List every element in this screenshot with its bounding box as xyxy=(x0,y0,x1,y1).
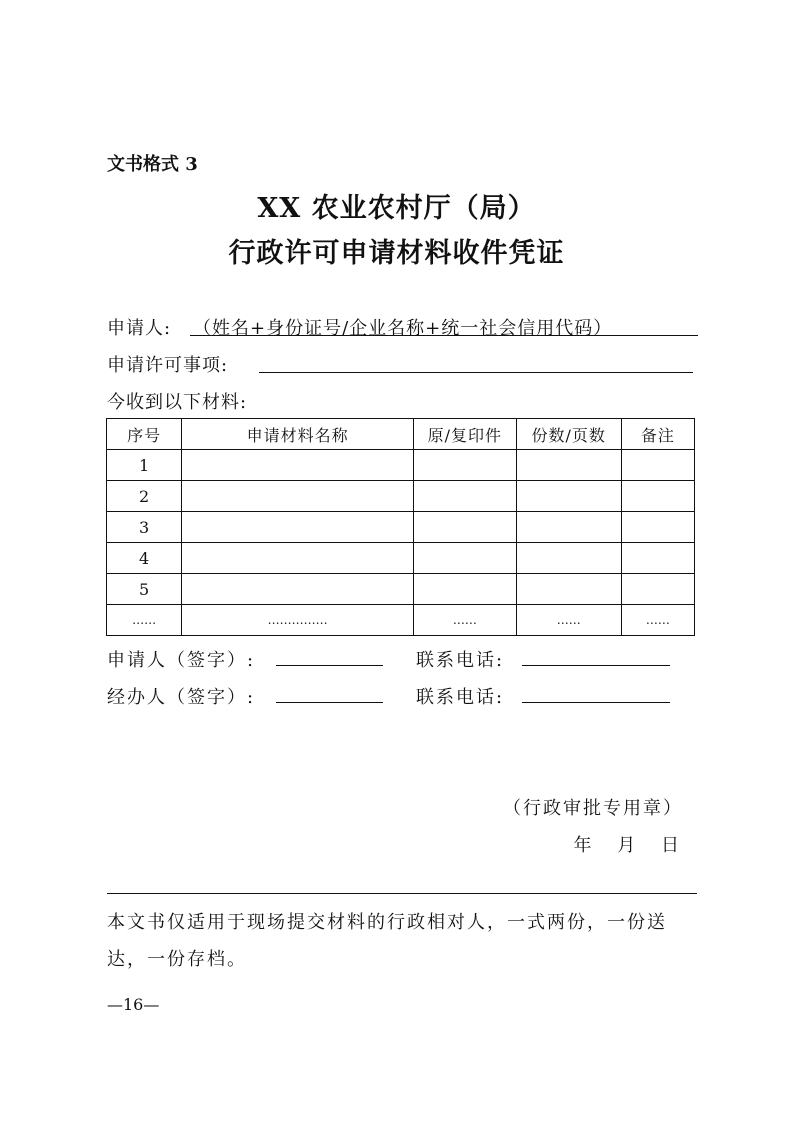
cell-ellipsis: …… xyxy=(516,605,621,636)
cell-remarks[interactable] xyxy=(621,481,694,512)
table-row xyxy=(107,512,695,543)
applicant-sign-label: 申请人（签字）: xyxy=(107,650,256,671)
date-text: 年 月 日 xyxy=(573,835,679,856)
header-remarks: 备注 xyxy=(621,419,694,450)
permit-item-field[interactable] xyxy=(259,372,693,373)
cell-original-copy[interactable] xyxy=(413,450,516,481)
cell-material-name[interactable] xyxy=(182,450,414,481)
page-number: —16— xyxy=(107,995,160,1014)
format-label: 文书格式 3 xyxy=(107,154,198,175)
cell-ellipsis: …………… xyxy=(182,605,414,636)
phone-field-1[interactable] xyxy=(522,665,670,666)
applicant-label: 申请人: xyxy=(107,318,172,339)
cell-ellipsis: …… xyxy=(413,605,516,636)
header-material-name: 申请材料名称 xyxy=(182,419,414,450)
cell-remarks[interactable] xyxy=(621,450,694,481)
document-title-line1: XX 农业农村厅（局） xyxy=(257,193,536,224)
footer-divider xyxy=(107,893,697,894)
cell-count-pages[interactable] xyxy=(516,574,621,605)
permit-item-label: 申请许可事项: xyxy=(107,355,229,376)
cell-original-copy[interactable] xyxy=(413,543,516,574)
cell-remarks[interactable] xyxy=(621,574,694,605)
cell-count-pages[interactable] xyxy=(516,543,621,574)
cell-seq: 1 xyxy=(107,450,182,481)
cell-remarks[interactable] xyxy=(621,512,694,543)
cell-original-copy[interactable] xyxy=(413,574,516,605)
phone-label-1: 联系电话: xyxy=(416,650,505,671)
header-original-copy: 原/复印件 xyxy=(413,419,516,450)
applicant-sign-field[interactable] xyxy=(276,665,383,666)
table-row xyxy=(107,543,695,574)
cell-material-name[interactable] xyxy=(182,543,414,574)
received-label: 今收到以下材料: xyxy=(107,392,248,413)
table-row-ellipsis xyxy=(107,605,695,636)
table-row xyxy=(107,574,695,605)
cell-material-name[interactable] xyxy=(182,574,414,605)
phone-field-2[interactable] xyxy=(522,702,670,703)
cell-seq: 3 xyxy=(107,512,182,543)
cell-count-pages[interactable] xyxy=(516,450,621,481)
applicant-value: （姓名+身份证号/企业名称+统一社会信用代码） xyxy=(193,318,613,339)
header-seq: 序号 xyxy=(107,419,182,450)
cell-material-name[interactable] xyxy=(182,512,414,543)
cell-count-pages[interactable] xyxy=(516,481,621,512)
cell-seq: 5 xyxy=(107,574,182,605)
cell-original-copy[interactable] xyxy=(413,512,516,543)
cell-seq: 2 xyxy=(107,481,182,512)
table-row xyxy=(107,450,695,481)
document-title-line2: 行政许可申请材料收件凭证 xyxy=(228,238,565,269)
footer-note: 本文书仅适用于现场提交材料的行政相对人，一式两份，一份送达，一份存档。 xyxy=(107,912,667,970)
cell-material-name[interactable] xyxy=(182,481,414,512)
table-header-row xyxy=(107,419,695,450)
cell-original-copy[interactable] xyxy=(413,481,516,512)
phone-label-2: 联系电话: xyxy=(416,687,505,708)
handler-sign-field[interactable] xyxy=(276,702,383,703)
materials-table xyxy=(106,418,695,636)
seal-text: （行政审批专用章） xyxy=(503,798,683,819)
table-row xyxy=(107,481,695,512)
cell-seq: 4 xyxy=(107,543,182,574)
cell-ellipsis: …… xyxy=(621,605,694,636)
cell-ellipsis: …… xyxy=(107,605,182,636)
header-count-pages: 份数/页数 xyxy=(516,419,621,450)
handler-sign-label: 经办人（签字）: xyxy=(107,687,256,708)
cell-count-pages[interactable] xyxy=(516,512,621,543)
cell-remarks[interactable] xyxy=(621,543,694,574)
applicant-underline xyxy=(190,335,698,336)
